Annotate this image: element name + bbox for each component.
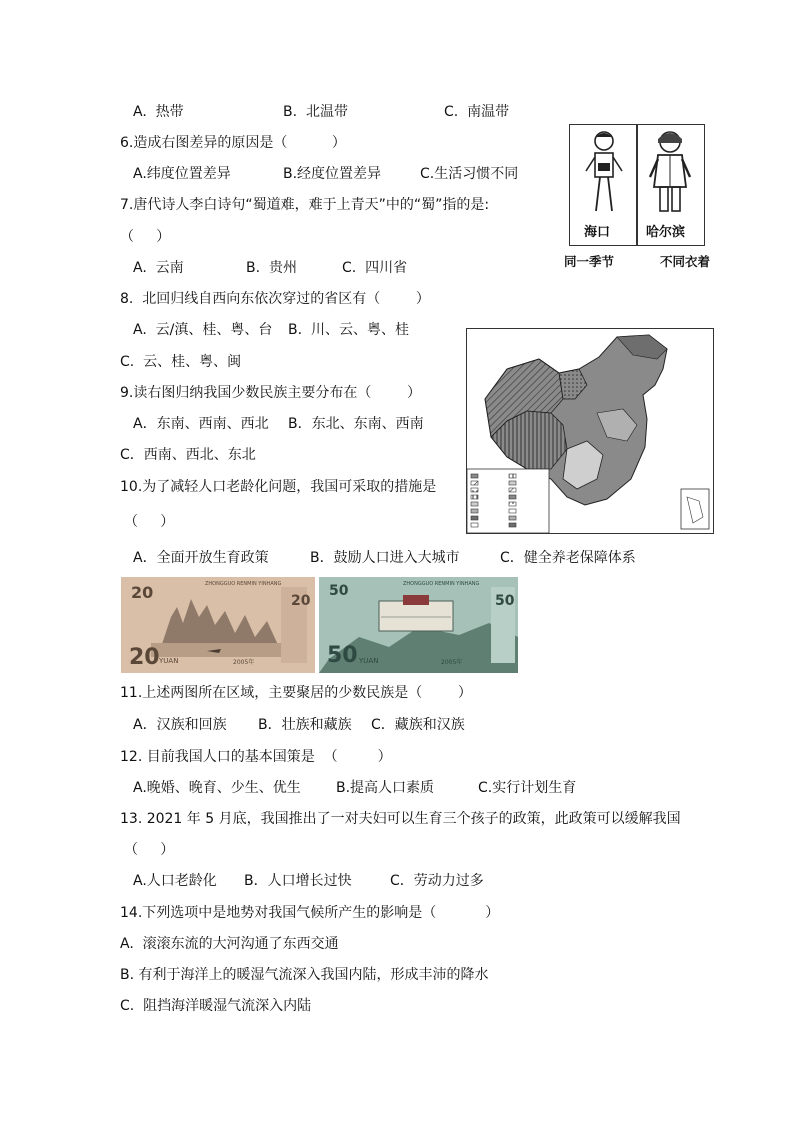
banknote-20-year: 2005年 xyxy=(233,659,255,666)
q10-option-b: B．鼓励人口进入大城市 xyxy=(310,550,460,566)
q11-option-c: C．藏族和汉族 xyxy=(371,717,465,733)
q9-option-c: C．西南、西北、东北 xyxy=(120,447,256,463)
q9-stem: 9.读右图归纳我国少数民族主要分布在（ ） xyxy=(120,385,421,401)
q7-option-c: C. 四川省 xyxy=(342,260,408,276)
q10-option-c: C．健全养老保障体系 xyxy=(500,550,636,566)
q12-stem: 12. 目前我国人口的基本国策是 （ ） xyxy=(120,749,392,765)
banknote-20-value-bottom: 20 xyxy=(129,645,160,670)
haikou-person-illustration xyxy=(578,129,630,217)
banknote-20-yuan xyxy=(121,577,315,673)
banknote-20-bank-name: ZHONGGUO RENMIN YINHANG xyxy=(205,581,282,587)
q11-option-a: A．汉族和回族 xyxy=(133,717,227,733)
q14-stem: 14.下列选项中是地势对我国气候所产生的影响是（ ） xyxy=(120,905,500,921)
q11-option-b: B．壮族和藏族 xyxy=(258,717,352,733)
q7-stem: 7.唐代诗人李白诗句“蜀道难，难于上青天”中的“蜀”指的是: xyxy=(120,197,490,213)
q8-option-a: A. 云/滇、桂、粤、台 xyxy=(133,322,273,338)
q5-option-a: A. 热带 xyxy=(133,104,184,120)
q13-answer-parentheses: （ ） xyxy=(124,842,175,858)
banknote-20-yuan-label: YUAN xyxy=(159,657,179,665)
q12-option-b: B.提高人口素质 xyxy=(336,780,435,796)
banknote-20-value-side: 20 xyxy=(291,593,311,609)
q8-option-c: C. 云、桂、粤、闽 xyxy=(120,354,242,370)
china-map-illustration xyxy=(467,329,713,533)
different-clothing-caption: 不同衣着 xyxy=(659,254,710,269)
q7-option-a: A. 云南 xyxy=(133,260,184,276)
q13-option-a: A.人口老龄化 xyxy=(133,873,217,889)
q5-option-b: B. 北温带 xyxy=(283,104,348,120)
q6-stem: 6.造成右图差异的原因是（ ） xyxy=(120,135,346,151)
climate-clothing-figure xyxy=(569,124,705,246)
q8-option-b: B. 川、云、粤、桂 xyxy=(288,322,409,338)
q10-stem: 10.为了减轻人口老龄化问题，我国可采取的措施是 xyxy=(120,479,437,495)
q13-stem: 13. 2021 年 5 月底，我国推出了一对夫妇可以生育三个孩子的政策，此政策可以缓解我国 xyxy=(120,811,681,827)
banknote-50-year: 2005年 xyxy=(441,659,463,666)
q14-option-b: B. 有利于海洋上的暖湿气流深入我国内陆，形成丰沛的降水 xyxy=(120,967,489,983)
q6-option-a: A.纬度位置差异 xyxy=(133,166,231,182)
haikou-label: 海口 xyxy=(584,225,611,240)
q11-stem: 11.上述两图所在区域，主要聚居的少数民族是（ ） xyxy=(120,685,472,701)
q13-option-c: C．劳动力过多 xyxy=(390,873,484,889)
banknote-50-bank-name: ZHONGGUO RENMIN YINHANG xyxy=(403,581,480,587)
banknote-50-value-side: 50 xyxy=(495,593,515,609)
ethnic-minority-map xyxy=(466,328,714,534)
q10-answer-parentheses: （ ） xyxy=(124,514,175,530)
q14-option-c: C. 阻挡海洋暖湿气流深入内陆 xyxy=(120,998,312,1014)
q7-option-b: B. 贵州 xyxy=(246,260,297,276)
banknote-50-yuan xyxy=(319,577,518,673)
banknote-50-value-top: 50 xyxy=(329,583,349,599)
q13-option-b: B．人口增长过快 xyxy=(244,873,352,889)
q9-option-a: A．东南、西南、西北 xyxy=(133,416,269,432)
banknote-50-value-bottom: 50 xyxy=(327,643,358,668)
q6-option-b: B.经度位置差异 xyxy=(283,166,382,182)
banknote-20-value-top: 20 xyxy=(131,583,154,602)
harbin-person-illustration xyxy=(644,129,696,217)
q12-option-a: A.晚婚、晚育、少生、优生 xyxy=(133,780,301,796)
q9-option-b: B．东北、东南、西南 xyxy=(288,416,424,432)
q7-answer-parentheses: （ ） xyxy=(120,229,171,245)
same-season-caption: 同一季节 xyxy=(564,254,615,269)
climate-figure-caption xyxy=(564,252,710,270)
q14-option-a: A. 滚滚东流的大河沟通了东西交通 xyxy=(120,936,339,952)
q8-stem: 8. 北回归线自西向东依次穿过的省区有（ ） xyxy=(120,291,430,307)
q6-option-c: C.生活习惯不同 xyxy=(420,166,519,182)
banknote-50-yuan-label: YUAN xyxy=(359,657,379,665)
q12-option-c: C.实行计划生育 xyxy=(478,780,577,796)
harbin-label: 哈尔滨 xyxy=(646,225,686,240)
q10-option-a: A．全面开放生育政策 xyxy=(133,550,269,566)
q5-option-c: C. 南温带 xyxy=(444,104,510,120)
